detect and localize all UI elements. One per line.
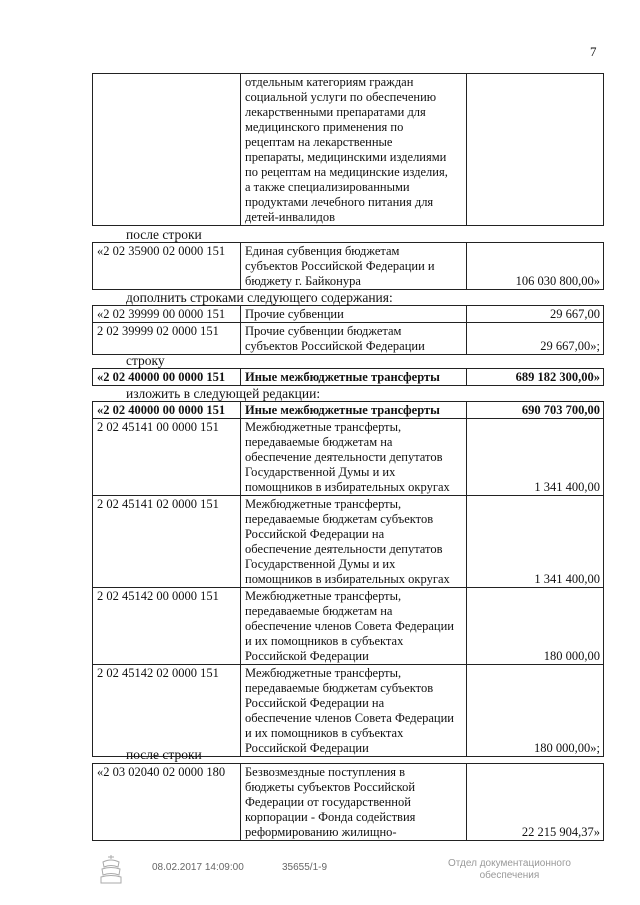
- text-line: Межбюджетные трансферты,: [245, 666, 402, 680]
- text-line: передаваемые бюджетам на: [245, 604, 393, 618]
- text-line: Безвозмездные поступления в: [245, 765, 406, 779]
- text-line: Государственной Думы и их: [245, 557, 396, 571]
- text-line: передаваемые бюджетам субъектов: [245, 681, 434, 695]
- text-line: медицинского применения по: [245, 120, 404, 134]
- text-line: передаваемые бюджетам субъектов: [245, 512, 434, 526]
- text-line: Межбюджетные трансферты,: [245, 497, 402, 511]
- table-row: [93, 74, 604, 226]
- text-line: детей-инвалидов: [245, 210, 335, 224]
- footer-doc-number: 35655/1-9: [282, 862, 328, 873]
- table-row: [93, 665, 604, 757]
- emblem-icon: [98, 853, 124, 885]
- table-row: [93, 369, 604, 386]
- table-row: [93, 243, 604, 290]
- text-line: и их помощников в субъектах: [245, 634, 404, 648]
- table-row: [93, 419, 604, 496]
- name-cell: [241, 74, 467, 226]
- code-cell: «2 02 40000 00 0000 151: [93, 369, 241, 386]
- text-line: корпорации - Фонда содействия: [245, 810, 416, 824]
- table-new-transfers: [92, 401, 604, 757]
- code-cell: «2 02 39999 00 0000 151: [93, 306, 241, 323]
- text-line: Межбюджетные трансферты,: [245, 589, 402, 603]
- table-row: [93, 764, 604, 841]
- table-subvention-baikonur: [92, 242, 604, 290]
- amount-cell: 689 182 300,00»: [467, 369, 604, 386]
- text-line: Российской Федерации: [245, 741, 369, 755]
- code-cell: 2 02 45142 00 0000 151: [93, 588, 241, 665]
- table-other-subventions: [92, 305, 604, 355]
- instruction-new-edition: изложить в следующей редакции:: [126, 386, 321, 401]
- text-line: бюджеты субъектов Российской: [245, 780, 416, 794]
- amount-cell: [467, 74, 604, 226]
- name-cell: [241, 323, 467, 355]
- code-cell: «2 02 35900 02 0000 151: [93, 243, 241, 290]
- instruction-row: строку: [126, 353, 165, 368]
- code-cell: 2 02 45142 02 0000 151: [93, 665, 241, 757]
- name-cell: [241, 588, 467, 665]
- table-old-transfers: [92, 368, 604, 386]
- stamp-line-1: Отдел документационного: [448, 858, 571, 869]
- table-row: [93, 323, 604, 355]
- amount-cell: 22 215 904,37»: [467, 764, 604, 841]
- text-line: обеспечение членов Совета Федерации: [245, 711, 454, 725]
- table-continuation: [92, 73, 604, 226]
- text-line: передаваемые бюджетам на: [245, 435, 393, 449]
- name-cell: [241, 402, 467, 419]
- text-line: помощников в избирательных округах: [245, 480, 450, 494]
- text-line: Иные межбюджетные трансферты: [245, 403, 440, 417]
- text-line: социальной услуги по обеспечению: [245, 90, 437, 104]
- text-line: Российской Федерации: [245, 649, 369, 663]
- text-line: субъектов Российской Федерации: [245, 339, 425, 353]
- text-line: по рецептам на медицинские изделия,: [245, 165, 448, 179]
- amount-cell: 106 030 800,00»: [467, 243, 604, 290]
- text-line: и их помощников в субъектах: [245, 726, 404, 740]
- amount-cell: 29 667,00: [467, 306, 604, 323]
- text-line: Прочие субвенции бюджетам: [245, 324, 402, 338]
- code-cell: «2 02 40000 00 0000 151: [93, 402, 241, 419]
- text-line: Межбюджетные трансферты,: [245, 420, 402, 434]
- table-row: [93, 306, 604, 323]
- text-line: Российской Федерации на: [245, 696, 385, 710]
- text-line: Единая субвенция бюджетам: [245, 244, 400, 258]
- instruction-add-rows: дополнить строками следующего содержания:: [126, 290, 393, 305]
- code-cell: 2 02 45141 02 0000 151: [93, 496, 241, 588]
- text-line: субъектов Российской Федерации и: [245, 259, 435, 273]
- code-cell: [93, 74, 241, 226]
- name-cell: [241, 496, 467, 588]
- code-cell: 2 02 39999 02 0000 151: [93, 323, 241, 355]
- table-housing-fund: [92, 763, 604, 841]
- text-line: обеспечение деятельности депутатов: [245, 450, 443, 464]
- amount-cell: 180 000,00»;: [467, 665, 604, 757]
- table-row: [93, 402, 604, 419]
- footer-datetime: 08.02.2017 14:09:00: [152, 862, 244, 873]
- table-row: [93, 496, 604, 588]
- text-line: рецептам на лекарственные: [245, 135, 393, 149]
- page-number: 7: [590, 44, 597, 59]
- text-line: отдельным категориям граждан: [245, 75, 414, 89]
- name-cell: [241, 306, 467, 323]
- amount-cell: 1 341 400,00: [467, 496, 604, 588]
- text-line: Российской Федерации на: [245, 527, 385, 541]
- text-line: Государственной Думы и их: [245, 465, 396, 479]
- text-line: препараты, медицинскими изделиями: [245, 150, 447, 164]
- amount-cell: 29 667,00»;: [467, 323, 604, 355]
- text-line: бюджету г. Байконура: [245, 274, 361, 288]
- text-line: обеспечение членов Совета Федерации: [245, 619, 454, 633]
- instruction-after-row-2: после строки: [126, 747, 202, 762]
- text-line: продуктами лечебного питания для: [245, 195, 434, 209]
- text-line: помощников в избирательных округах: [245, 572, 450, 586]
- name-cell: [241, 665, 467, 757]
- name-cell: [241, 764, 467, 841]
- name-cell: Иные межбюджетные трансферты: [241, 369, 467, 386]
- text-line: реформированию жилищно-: [245, 825, 397, 839]
- amount-cell: 1 341 400,00: [467, 419, 604, 496]
- code-cell: «2 03 02040 02 0000 180: [93, 764, 241, 841]
- amount-cell: 180 000,00: [467, 588, 604, 665]
- text-line: а также специализированными: [245, 180, 410, 194]
- table-row: [93, 588, 604, 665]
- instruction-after-row-1: после строки: [126, 227, 202, 242]
- text-line: Федерации от государственной: [245, 795, 411, 809]
- name-cell: [241, 243, 467, 290]
- amount-cell: 690 703 700,00: [467, 402, 604, 419]
- stamp-line-2: обеспечения: [479, 870, 540, 881]
- code-cell: 2 02 45141 00 0000 151: [93, 419, 241, 496]
- text-line: Прочие субвенции: [245, 307, 344, 321]
- footer-stamp: [448, 858, 571, 882]
- text-line: обеспечение деятельности депутатов: [245, 542, 443, 556]
- name-cell: [241, 419, 467, 496]
- text-line: лекарственными препаратами для: [245, 105, 426, 119]
